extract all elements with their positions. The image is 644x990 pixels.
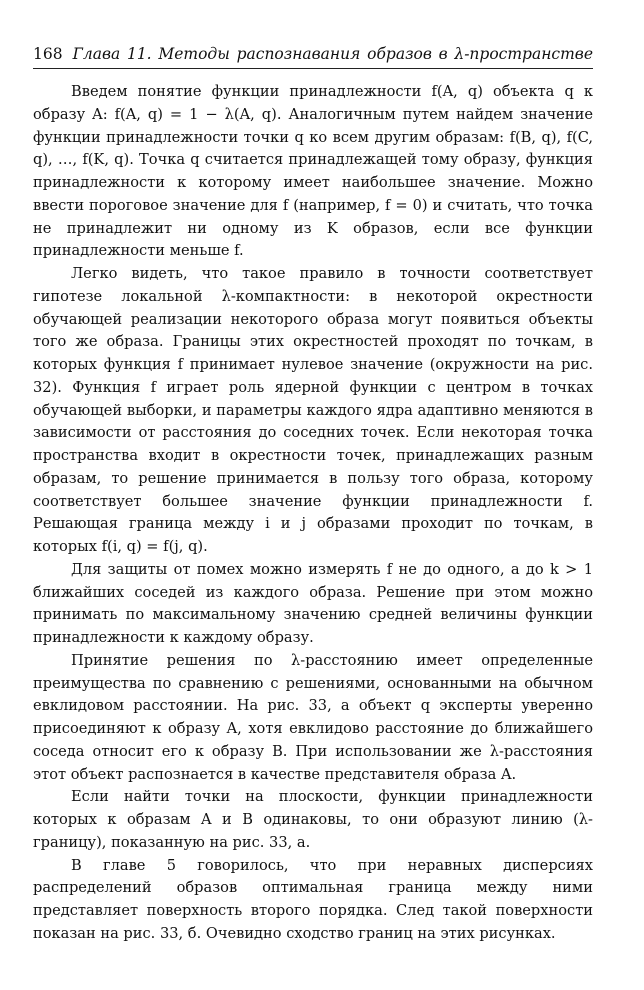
paragraph-lambda-distance-advantages: Принятие решения по λ-расстоянию имеет определенные преимущества по сравнению с решениями, основанными на обычном евклидовом расстоянии. На рис. 33, а объект q эксперты уверенно присоединяют к образу A, хотя евклидово расстояние до ближайшего соседа относит его к образу B. При использовании же λ-расстояния этот объект распознается в качестве представителя образа A. xyxy=(33,651,593,783)
book-page xyxy=(33,44,593,946)
paragraph-lambda-boundary: Если найти точки на плоскости, функции принадлежности которых к образам A и B одинаковы, то они образуют линию (λ-границу), показанную на рис. 33, а. xyxy=(33,788,593,851)
paragraph-second-order-surface: В главе 5 говорилось, что при неравных дисперсиях распределений образов оптимальная граница между ними представляет поверхность второго порядка. След такой поверхности показан на рис. 33, б. Очевидно сходство границ на этих рисунках. xyxy=(33,856,593,942)
paragraph-noise-protection: Для защиты от помех можно измерять f не до одного, а до k > 1 ближайших соседей из каждого образа. Решение при этом можно принимать по максимальному значению средней величины функции принадлежности к каждому образу. xyxy=(33,560,593,646)
paragraph-membership-function: Введем понятие функции принадлежности f(A, q) объекта q к образу A: f(A, q) = 1 − λ(A, q). Аналогичным путем найдем значение функции принадлежности точки q ко всем другим образам: f(B, q), f(C, q), …, f(K, q). Точка q считается принадлежащей тому образу, функция принадлежности к которому имеет наибольшее значение. Можно ввести пороговое значение для f (например, f = 0) и считать, что точка не принадлежит ни одному из K образов, если все функции принадлежности меньше f. xyxy=(33,83,593,260)
paragraph-local-compactness: Легко видеть, что такое правило в точности соответствует гипотезе локальной λ-компактности: в некоторой окрестности обучающей реализации некоторого образа могут появиться объекты того же образа. Границы этих окрестностей проходят по точкам, в которых функция f принимает нулевое значение (окружности на рис. 32). Функция f играет роль ядерной функции с центром в точках обучающей выборки, и параметры каждого ядра адаптивно меняются в зависимости от расстояния до соседних точек. Если некоторая точка пространства входит в окрестности точек, принадлежащих разным образам, то решение принимается в пользу того образа, которому соответствует большее значение функции принадлежности f. Решающая граница между i и j образами проходит по точкам, в которых f(i, q) = f(j, q). xyxy=(33,265,593,555)
running-header xyxy=(33,44,593,69)
page-number: 168 xyxy=(33,45,63,63)
page-body xyxy=(33,81,593,946)
chapter-title: Глава 11. Методы распознавания образов в λ-пространстве xyxy=(72,45,593,63)
